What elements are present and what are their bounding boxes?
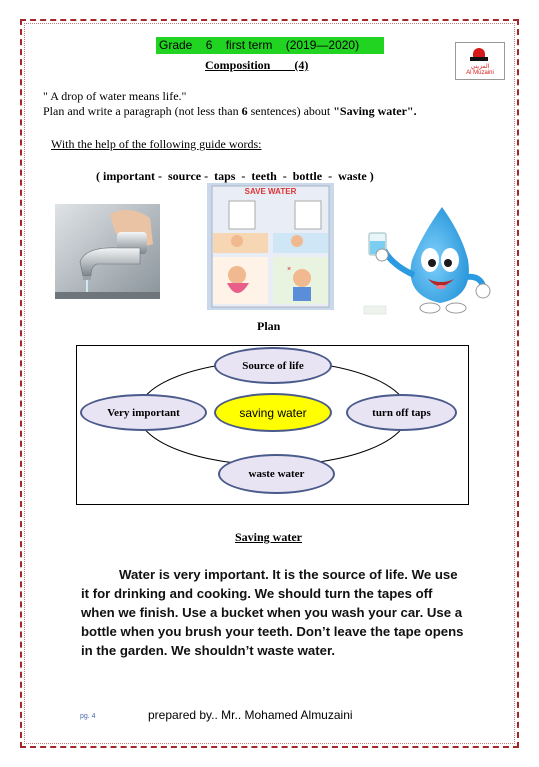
svg-text:×: × [287,266,292,273]
essay-text: Water is very important. It is the source of life. We use it for drinking and cooking. We should turn the tapes off when we finish. Use a bucket when you wash your car. Use a bottle when you brush your teeth. Don’t leave the tape opens in the garden. We shouldn’t waste water. [81,567,464,658]
essay-paragraph [81,565,466,660]
plan-node-center: saving water [214,393,332,432]
page-number: pg. 4 [80,713,96,720]
instruction-text: Plan and write a paragraph (not less than [43,104,242,118]
prepared-by: prepared by.. Mr.. Mohamed Almuzaini [148,708,353,722]
logo-text-english: Al Muzaini [466,70,494,76]
grade-banner: Grade 6 first term (2019—2020) [156,37,384,54]
guide-words: ( important - source - taps - teeth - bottle - waste ) [96,169,374,183]
tap-photo [55,204,160,299]
instruction-number: 6 [241,104,248,118]
poster-title: SAVE WATER [244,187,297,196]
quote-line: " A drop of water means life." [43,89,187,103]
instruction-text-mid: sentences) about [247,104,334,118]
school-logo [455,42,505,80]
guide-label: With the help of the following guide words: [51,137,262,151]
plan-node-right: turn off taps [346,394,457,431]
plan-label: Plan [257,319,281,333]
plan-node-left: Very important [80,394,207,431]
plan-diagram [76,345,469,505]
logo-text-arabic: المزيني [470,63,490,70]
logo-brim [470,57,488,61]
instruction-line [43,104,417,119]
water-drop-cartoon [362,205,497,318]
instruction-topic: "Saving water". [333,104,417,118]
composition-title: Composition (4) [205,58,309,72]
essay-title: Saving water [235,530,302,544]
plan-node-bottom: waste water [218,454,335,494]
save-water-poster [207,183,334,310]
plan-node-top: Source of life [214,347,332,384]
